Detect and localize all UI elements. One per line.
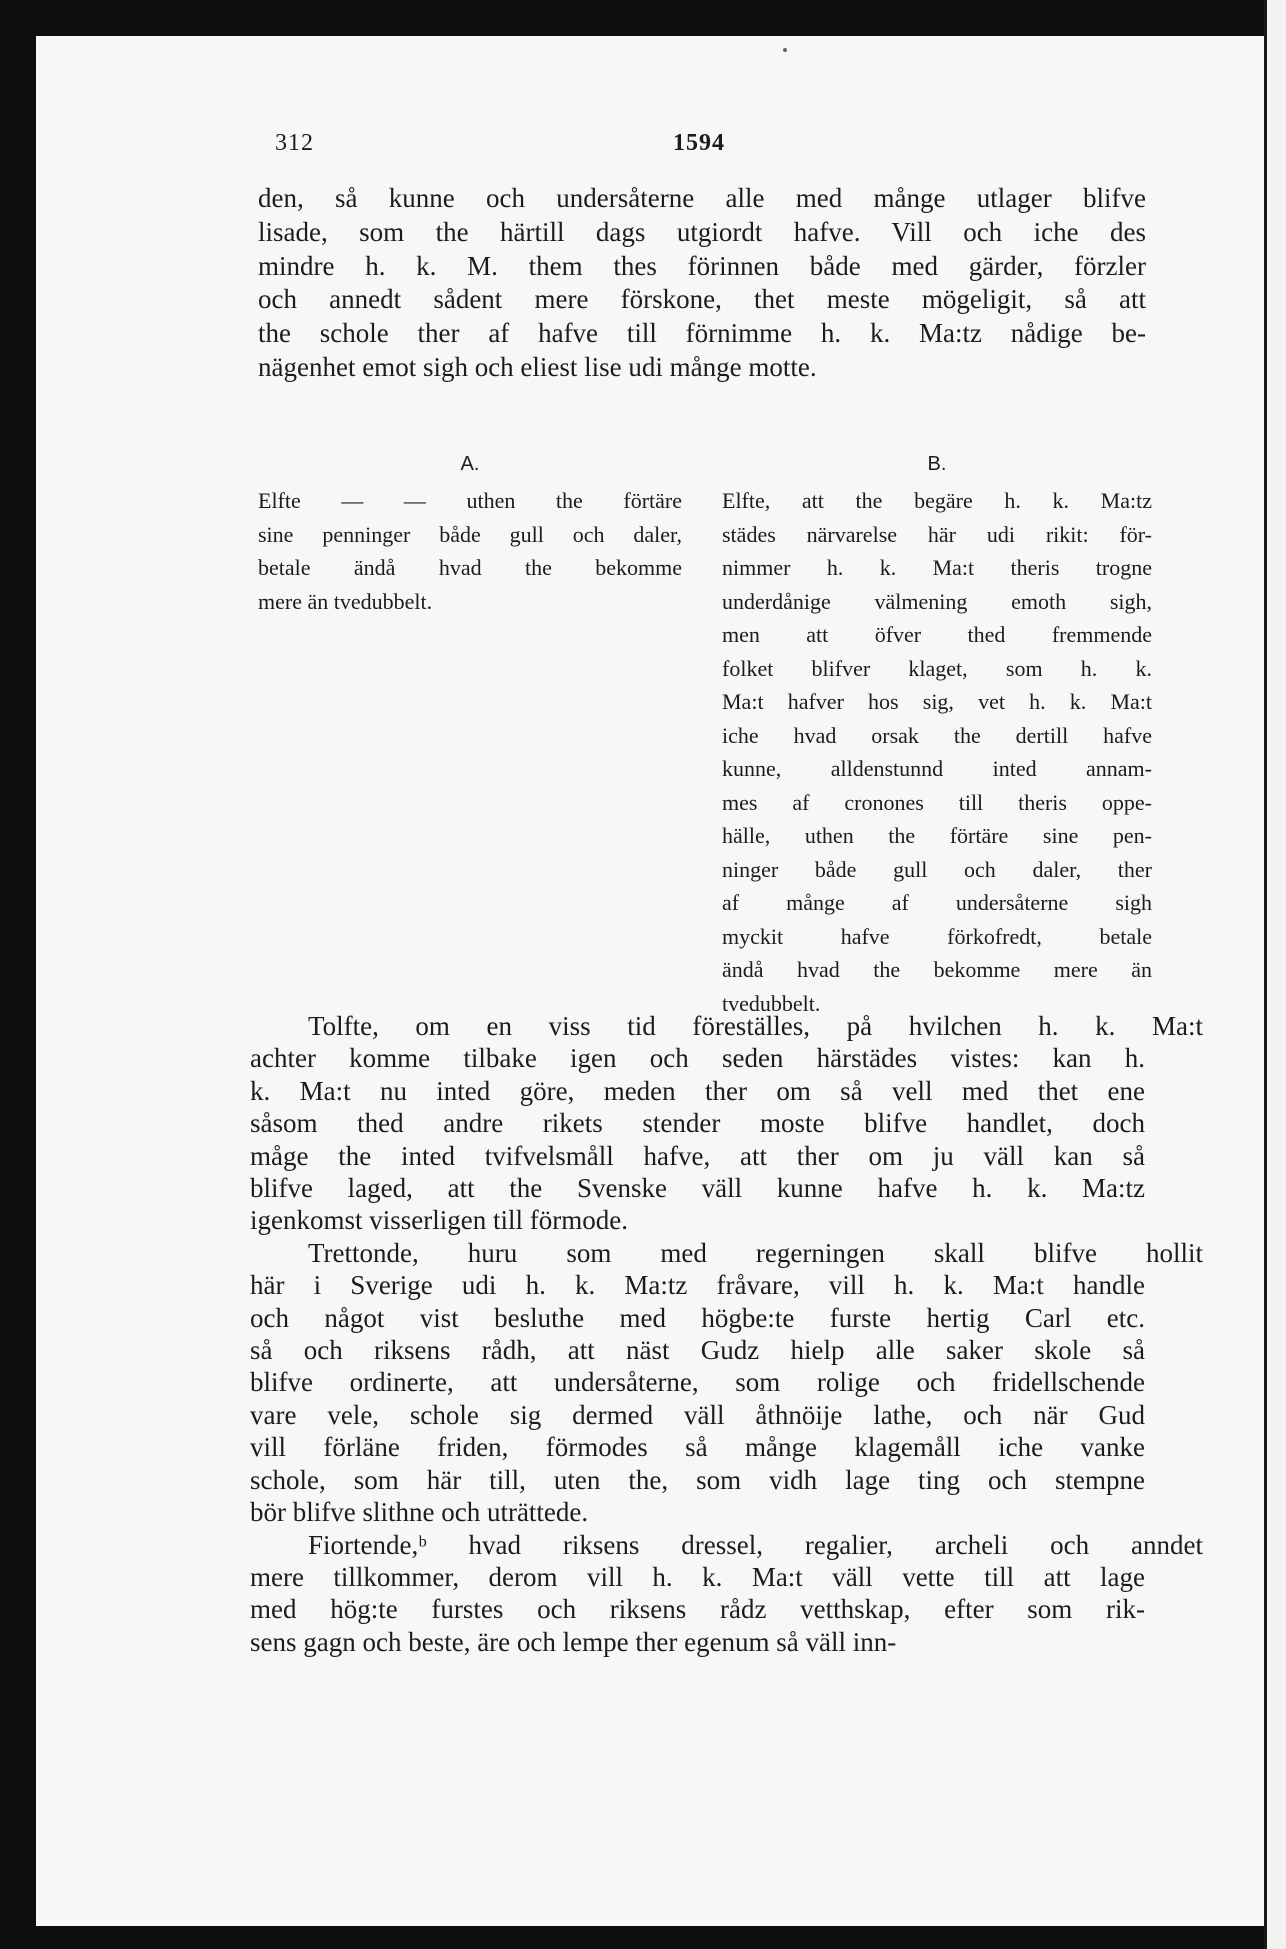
text-line: blifve laged, att the Svenske väll kunne hafve h. k. Ma:tz bbox=[250, 1173, 1145, 1204]
text-line: schole, som här till, uten the, som vidh lage ting och stempne bbox=[250, 1464, 1145, 1495]
text-line: hälle, uthen the förtäre sine pen- bbox=[722, 823, 1152, 848]
text-line: den, så kunne och undersåterne alle med månge utlager blifve bbox=[258, 183, 1146, 213]
text-line: ändå hvad the bekomme mere än bbox=[722, 957, 1152, 982]
text-line: mere än tvedubbelt. bbox=[258, 588, 433, 614]
text-line: bör blifve slithne och uträttede. bbox=[250, 1497, 589, 1528]
column-a bbox=[258, 448, 682, 618]
text-line: myckit hafve förkofredt, betale bbox=[722, 923, 1152, 949]
text-line: Elfte — — uthen the förtäre bbox=[258, 488, 682, 513]
text-line: med hög:te furstes och riksens rådz vetthskap, efter som rik- bbox=[250, 1594, 1145, 1625]
page-year: 1594 bbox=[673, 130, 725, 156]
text-line: sine penninger både gull och daler, bbox=[258, 521, 682, 547]
text-line: nägenhet emot sigh och eliest lise udi månge motte. bbox=[258, 351, 817, 382]
adjacent-page-edge bbox=[1264, 0, 1286, 1949]
text-line: iche hvad orsak the dertill hafve bbox=[722, 722, 1152, 748]
speck-mark bbox=[783, 48, 787, 52]
text-line: Elfte, att the begäre h. k. Ma:tz bbox=[722, 488, 1152, 513]
text-line: mere tillkommer, derom vill h. k. Ma:t väll vette till att lage bbox=[250, 1561, 1145, 1592]
text-line: folket blifver klaget, som h. k. bbox=[722, 655, 1152, 681]
text-line: Trettonde, huru som med regerningen skall blifve hollit bbox=[308, 1237, 1203, 1268]
text-line: Ma:t hafver hos sig, vet h. k. Ma:t bbox=[722, 689, 1152, 714]
text-line: achter komme tilbake igen och seden härstädes vistes: kan h. bbox=[250, 1043, 1145, 1074]
text-line: mes af cronones till theris oppe- bbox=[722, 789, 1152, 815]
text-line: och annedt sådent mere förskone, thet meste mögeligit, så att bbox=[258, 284, 1146, 315]
text-line: men att öfver thed fremmende bbox=[722, 622, 1152, 647]
text-line: vare vele, schole sig dermed väll åthnöije lathe, och när Gud bbox=[250, 1399, 1145, 1430]
text-line: underdånige välmening emoth sigh, bbox=[722, 588, 1152, 614]
text-line: af månge af undersåterne sigh bbox=[722, 890, 1152, 915]
text-line: mindre h. k. M. them thes förinnen både med gärder, förzler bbox=[258, 250, 1146, 281]
text-line: k. Ma:t nu inted göre, meden ther om så vell med thet ene bbox=[250, 1075, 1145, 1106]
intro-paragraph bbox=[258, 182, 1146, 385]
text-line: städes närvarelse här udi rikit: för- bbox=[722, 521, 1152, 547]
text-line: såsom thed andre rikets stender moste blifve handlet, doch bbox=[250, 1108, 1145, 1139]
text-line: Fiortende,ᵇ hvad riksens dressel, regalier, archeli och anndet bbox=[308, 1529, 1203, 1560]
text-line: nimmer h. k. Ma:t theris trogne bbox=[722, 555, 1152, 580]
page-number: 312 bbox=[275, 130, 314, 156]
text-line: the schole ther af hafve till förnimme h. k. Ma:tz nådige be- bbox=[258, 318, 1146, 349]
column-b bbox=[722, 448, 1152, 1020]
text-line: sens gagn och beste, äre och lempe ther egenum så väll inn- bbox=[250, 1626, 897, 1657]
text-line: så och riksens rådh, att näst Gudz hielp alle saker skole så bbox=[250, 1335, 1145, 1366]
lower-paragraphs bbox=[250, 1010, 1203, 1658]
text-line: blifve ordinerte, att undersåterne, som rolige och fridellschende bbox=[250, 1367, 1145, 1398]
text-line: måge the inted tvifvelsmåll hafve, att ther om ju väll kan så bbox=[250, 1140, 1145, 1171]
text-line: igenkomst visserligen till förmode. bbox=[250, 1205, 628, 1236]
text-line: vill förläne friden, förmodes så månge klagemåll iche vanke bbox=[250, 1432, 1145, 1463]
text-line: Tolfte, om en viss tid föreställes, på hvilchen h. k. Ma:t bbox=[308, 1011, 1203, 1041]
text-line: betale ändå hvad the bekomme bbox=[258, 555, 682, 580]
text-line: ninger både gull och daler, ther bbox=[722, 856, 1152, 882]
text-line: här i Sverige udi h. k. Ma:tz fråvare, vill h. k. Ma:t handle bbox=[250, 1270, 1145, 1301]
text-line: tvedubbelt. bbox=[722, 990, 821, 1016]
column-a-heading: A. bbox=[460, 453, 480, 475]
text-line: och något vist besluthe med högbe:te furste hertig Carl etc. bbox=[250, 1302, 1145, 1333]
text-line: lisade, som the härtill dags utgiordt hafve. Vill och iche des bbox=[258, 216, 1146, 247]
text-line: kunne, alldenstunnd inted annam- bbox=[722, 756, 1152, 781]
column-b-heading: B. bbox=[927, 453, 947, 475]
page-header bbox=[275, 130, 1145, 160]
